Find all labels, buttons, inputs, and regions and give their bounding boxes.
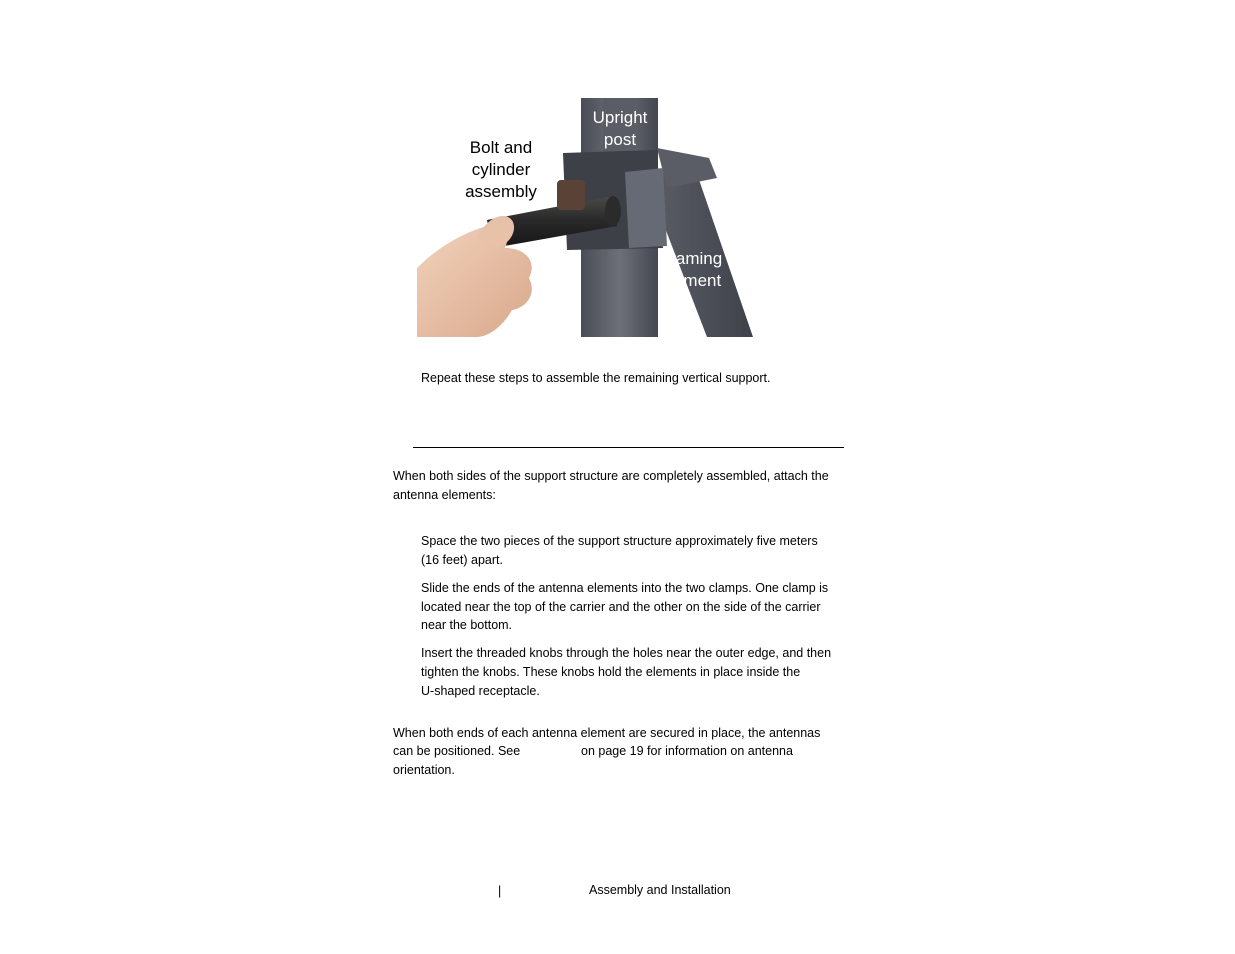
closing-line-3: orientation. xyxy=(393,763,455,777)
callout-upright-line-1: Upright xyxy=(592,108,648,127)
step-3-line-1: Insert the threaded knobs through the holes near the outer edge, and then xyxy=(421,646,832,660)
callout-bolt-line-2: cylinder xyxy=(471,160,531,179)
closing-line-1: When both ends of each antenna element are secured in place, the antennas xyxy=(393,726,821,740)
cylinder-collar-shape xyxy=(557,180,585,210)
bracket-face-shape xyxy=(625,168,667,248)
step-3-line-2: tighten the knobs. These knobs hold the elements in place inside the xyxy=(421,665,801,679)
attach-intro-line-2: antenna elements: xyxy=(393,488,496,502)
step-1-line-2: (16 feet) apart. xyxy=(421,553,503,567)
step-1-line-1: Space the two pieces of the support structure approximately five meters xyxy=(421,534,818,548)
repeat-steps-text: Repeat these steps to assemble the remaining vertical support. xyxy=(421,371,771,385)
bolt-assembly-illustration xyxy=(417,98,753,337)
callout-bolt-line-1: Bolt and xyxy=(469,138,533,157)
framing-top-shape xyxy=(657,148,717,188)
attach-intro-line-1: When both sides of the support structure are completely assembled, attach the xyxy=(393,469,829,483)
step-2-line-2: located near the top of the carrier and the other on the side of the carrier xyxy=(421,600,821,614)
closing-line-2a: can be positioned. See xyxy=(393,744,521,758)
closing-line-2b: on page 19 for information on antenna xyxy=(581,744,793,758)
callout-framing-line-2: element xyxy=(660,271,722,290)
footer-separator: | xyxy=(498,884,502,898)
step-2-line-3: near the bottom. xyxy=(421,618,513,632)
section-divider xyxy=(413,447,844,448)
assembly-photo xyxy=(417,98,753,337)
step-2-line-1: Slide the ends of the antenna elements into the two clamps. One clamp is xyxy=(421,581,829,595)
callout-bolt-line-3: assembly xyxy=(465,182,537,201)
step-3-line-3: U-shaped receptacle. xyxy=(421,684,540,698)
footer-section-title: Assembly and Installation xyxy=(589,883,731,897)
callout-framing-line-1: Framing xyxy=(659,249,723,268)
post-inner-shape xyxy=(603,98,635,158)
bolt-end-shape xyxy=(605,196,621,226)
callout-upright-line-2: post xyxy=(603,130,637,149)
